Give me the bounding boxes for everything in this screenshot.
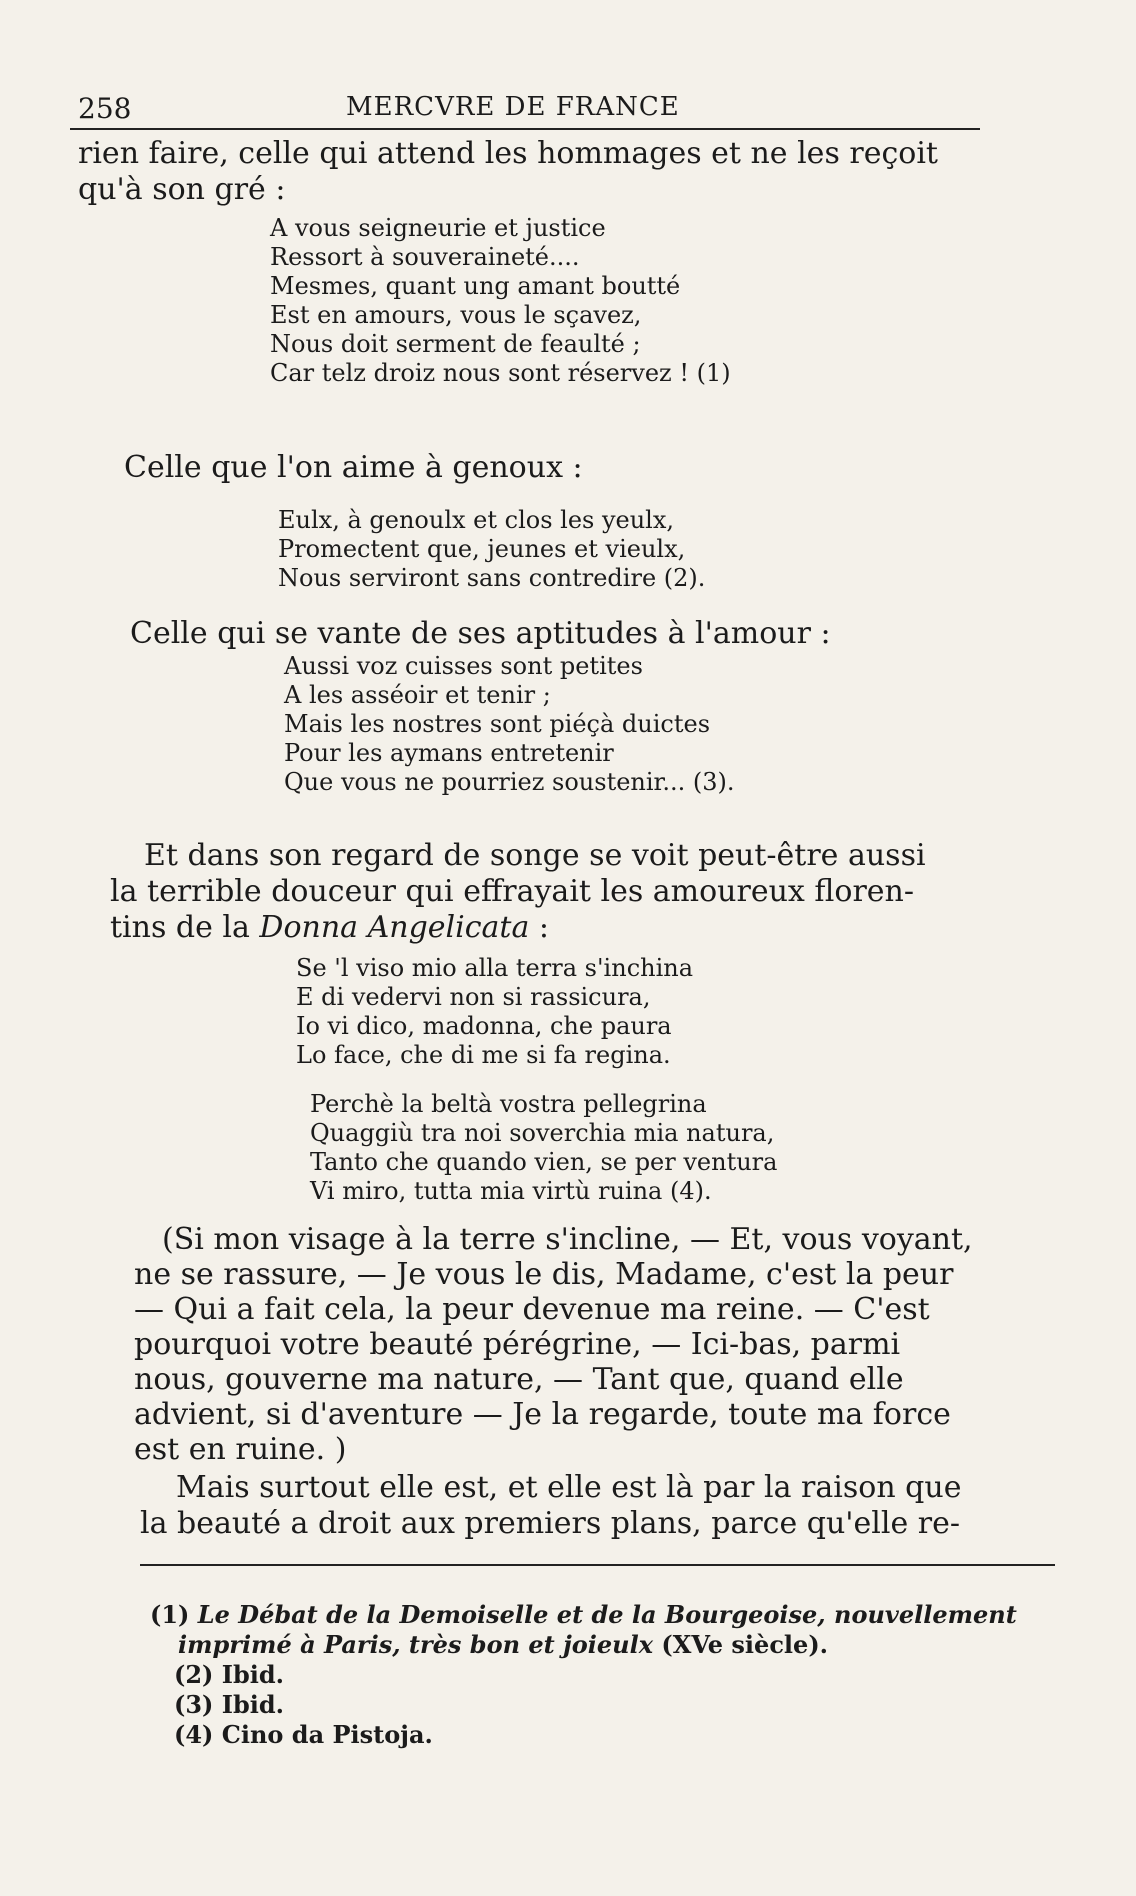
- verse-stanza-3: [284, 652, 735, 797]
- verse-line: Nous serviront sans contredire (2).: [278, 564, 706, 592]
- italian-stanza-1: [296, 954, 693, 1070]
- footnote-3: (3) Ibid.: [174, 1690, 285, 1719]
- header-rule: [70, 128, 980, 130]
- verse-line: Ressort à souveraineté....: [270, 243, 580, 271]
- verse-line: Tanto che quando vien, se per ventura: [310, 1148, 778, 1176]
- page-header: [78, 92, 978, 132]
- text-line: est en ruine. ): [134, 1432, 347, 1467]
- verse-stanza-1: [270, 214, 731, 388]
- verse-line: Car telz droiz nous sont réservez ! (1): [270, 359, 731, 387]
- verse-line: Pour les aymans entretenir: [284, 739, 614, 767]
- verse-line: Io vi dico, madonna, che paura: [296, 1012, 672, 1040]
- page-number: 258: [78, 92, 132, 125]
- footnote-1: (1) Le Débat de la Demoiselle et de la Bourgeoise, nouvellement imprimé à Paris, très bon et joieulx (XVe siècle).: [150, 1600, 1017, 1659]
- paragraph-continuation: [78, 136, 938, 208]
- text-line: qu'à son gré :: [78, 172, 286, 207]
- verse-stanza-2: [278, 506, 705, 593]
- intro-line-2: Celle que l'on aime à genoux :: [124, 450, 583, 485]
- verse-line: Eulx, à genoulx et clos les yeulx,: [278, 506, 675, 534]
- text-line: pourquoi votre beauté pérégrine, — Ici-bas, parmi: [134, 1327, 901, 1362]
- text-line: la terrible douceur qui effrayait les amoureux floren-: [110, 874, 914, 909]
- text-line: la beauté a droit aux premiers plans, parce qu'elle re-: [140, 1506, 961, 1541]
- verse-line: Mais les nostres sont piéçà duictes: [284, 710, 711, 738]
- translation-paragraph: [134, 1222, 973, 1467]
- verse-line: Perchè la beltà vostra pellegrina: [310, 1090, 707, 1118]
- running-title: MERCVRE DE FRANCE: [346, 92, 680, 122]
- text-line: Mais surtout elle est, et elle est là par la raison que: [176, 1470, 962, 1505]
- verse-line: Vi miro, tutta mia virtù ruina (4).: [310, 1177, 712, 1205]
- footnote-2: (2) Ibid.: [174, 1660, 285, 1689]
- text-line: rien faire, celle qui attend les hommages et ne les reçoit: [78, 136, 938, 171]
- verse-line: Que vous ne pourriez soustenir... (3).: [284, 768, 735, 796]
- text-line: ne se rassure, — Je vous le dis, Madame, c'est la peur: [134, 1257, 954, 1292]
- verse-line: E di vedervi non si rassicura,: [296, 983, 651, 1011]
- verse-line: Nous doit serment de feaulté ;: [270, 330, 641, 358]
- footnote-rule: [140, 1564, 1055, 1566]
- text-line: — Qui a fait cela, la peur devenue ma reine. — C'est: [134, 1292, 930, 1327]
- verse-line: Se 'l viso mio alla terra s'inchina: [296, 954, 694, 982]
- intro-line-3: Celle qui se vante de ses aptitudes à l'amour :: [130, 616, 831, 651]
- footnote-1-title: Le Débat de la Demoiselle et de la Bourgeoise, nouvellement imprimé à Paris, très bon et joieulx: [178, 1600, 1017, 1659]
- verse-line: Est en amours, vous le sçavez,: [270, 301, 642, 329]
- text-line: tins de la Donna Angelicata :: [110, 910, 550, 945]
- verse-line: A vous seigneurie et justice: [270, 214, 606, 242]
- paragraph-donna-angelicata: [110, 838, 926, 946]
- text-line: Et dans son regard de songe se voit peut-être aussi: [144, 838, 926, 873]
- verse-line: Promectent que, jeunes et vieulx,: [278, 535, 686, 563]
- text-line: nous, gouverne ma nature, — Tant que, quand elle: [134, 1362, 904, 1397]
- verse-line: Aussi voz cuisses sont petites: [284, 652, 643, 680]
- closing-paragraph: [140, 1470, 961, 1542]
- footnotes: [150, 1600, 1058, 1750]
- verse-line: A les asséoir et tenir ;: [284, 681, 551, 709]
- text-line: advient, si d'aventure — Je la regarde, toute ma force: [134, 1397, 951, 1432]
- italian-stanza-2: [310, 1090, 777, 1206]
- verse-line: Lo face, che di me si fa regina.: [296, 1041, 671, 1069]
- footnote-4: (4) Cino da Pistoja.: [174, 1720, 433, 1749]
- verse-line: Quaggiù tra noi soverchia mia natura,: [310, 1119, 775, 1147]
- verse-line: Mesmes, quant ung amant boutté: [270, 272, 681, 300]
- text-line: (Si mon visage à la terre s'incline, — Et, vous voyant,: [162, 1222, 973, 1257]
- italic-title: Donna Angelicata: [259, 910, 530, 945]
